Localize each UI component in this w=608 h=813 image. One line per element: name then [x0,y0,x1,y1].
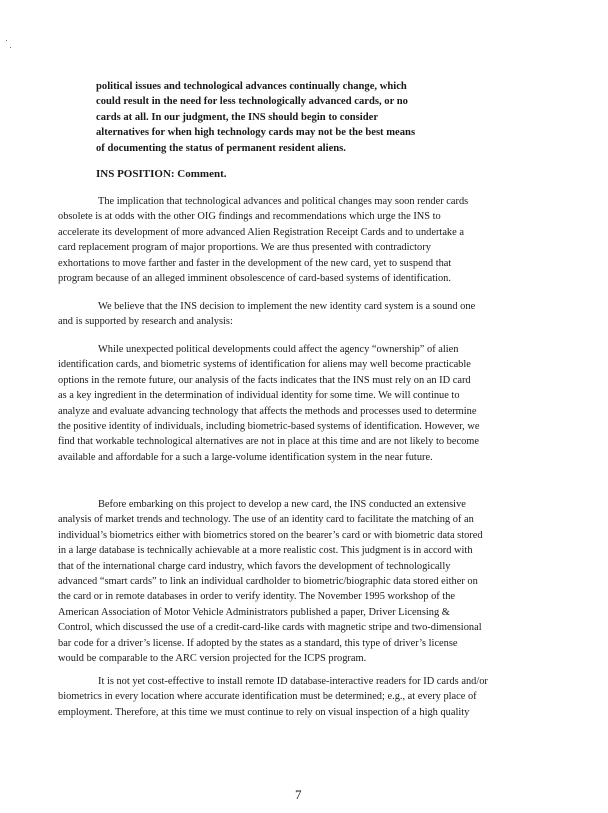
text-line: employment. Therefore, at this time we must continue to rely on visual inspection of a high quality [58,706,470,718]
text-line: analyze and evaluate advancing technology that affects the methods and processes used to determine [58,405,477,417]
text-line: biometrics in every location where accurate identification must be determined; e.g., at every place of [58,691,477,703]
text-line: individual’s biometrics either with biometrics stored on the bearer’s card or with biometric data stored [58,529,483,541]
text-line: alternatives for when high technology cards may not be the best means [96,127,416,139]
text-line: that of the international charge card industry, which favors the development of technologically [58,560,451,572]
paragraph-2 [58,299,533,330]
paragraph-5 [58,674,533,720]
text-line: exhortations to move farther and faster in the development of the new card, yet to suspend that [58,257,452,269]
section-heading: INS POSITION: Comment. [96,168,227,180]
text-line: The implication that technological advances and political changes may soon render cards [98,196,469,207]
scan-speck [10,47,11,48]
text-line: the card or in remote databases in order to verify identity. The November 1995 workshop of the [58,591,456,603]
text-line: find that workable technological alternatives are not in place at this time and are not likely to become [58,436,479,448]
text-line: American Association of Motor Vehicle Administrators published a paper, Driver Licensing & [58,606,450,618]
text-line: analysis of market trends and technology. The use of an identity card to facilitate the matching of an [58,514,474,526]
text-line: Control, which discussed the use of a credit-card-like cards with magnetic stripe and two-dimensional [58,622,482,634]
text-line: Before embarking on this project to develop a new card, the INS conducted an extensive [98,499,466,510]
text-line: of documenting the status of permanent resident aliens. [96,142,346,154]
text-line: accelerate its development of more advanced Alien Registration Receipt Cards and to undertake a [58,226,464,238]
text-line: in a large database is technically achievable at a more realistic cost. This judgment is in accord with [58,545,473,557]
text-line: cards at all. In our judgment, the INS should begin to consider [96,111,379,123]
text-line: political issues and technological advances continually change, which [96,81,407,92]
text-line: We believe that the INS decision to implement the new identity card system is a sound one [98,301,476,312]
text-line: It is not yet cost-effective to install remote ID database-interactive readers for ID cards and/or [98,676,488,687]
text-line: available and affordable for a such a large-volume identification system in the near future. [58,451,433,463]
paragraph-4 [58,497,533,666]
text-line: and is supported by research and analysis: [58,316,233,328]
text-line: While unexpected political developments could affect the agency “ownership” of alien [98,344,459,355]
text-line: the positive identity of individuals, including biometric-based systems of identification. However, we [58,421,480,433]
paragraph-3 [58,342,533,465]
page-number: 7 [295,787,302,802]
text-line: program because of an alleged imminent obsolescence of card-based systems of identification. [58,273,451,285]
text-line: would be comparable to the ARC version projected for the ICPS program. [58,653,367,665]
text-line: obsolete is at odds with the other OIG findings and recommendations which urge the INS to [58,211,441,223]
text-line: card replacement program of major proportions. We are thus presented with contradictory [58,242,431,254]
text-line: bar code for a driver’s license. If adopted by the states as a standard, this type of driver’s license [58,637,458,649]
scan-speck [6,40,7,41]
text-line: as a key ingredient in the determination of individual identity for some time. We will continue to [58,390,460,402]
bold-paragraph [96,79,466,156]
paragraph-1 [58,194,533,286]
text-line: advanced “smart cards” to link an individual cardholder to biometric/biographic data stored either on [58,576,478,588]
text-line: could result in the need for less technologically advanced cards, or no [96,96,408,108]
text-line: identification cards, and biometric systems of identification for aliens may well become practicable [58,359,471,371]
text-line: options in the remote future, our analysis of the facts indicates that the INS must rely on an ID card [58,374,471,386]
